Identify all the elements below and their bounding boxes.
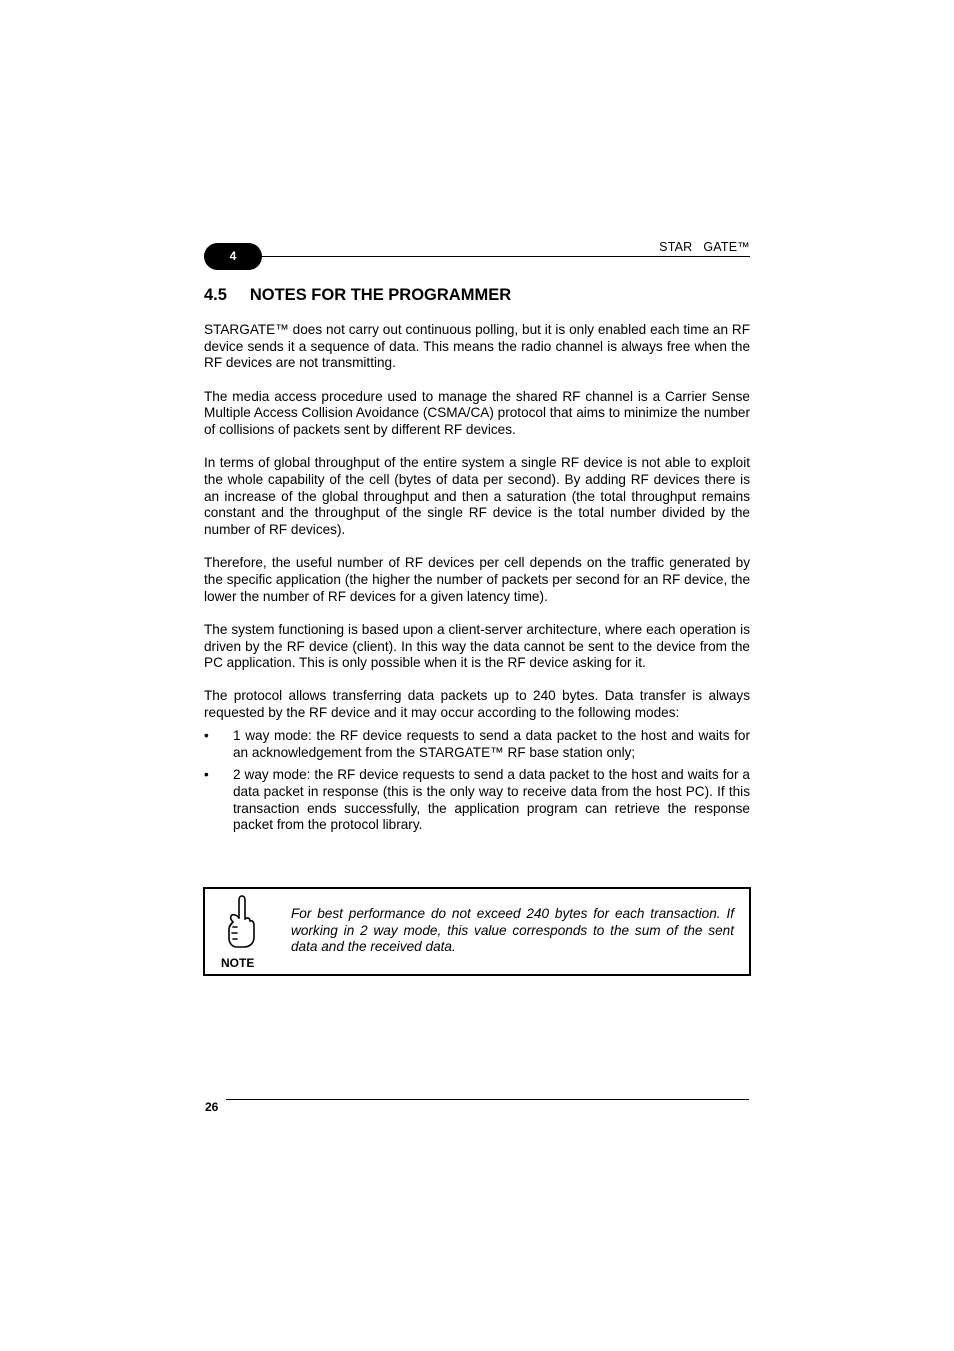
bullet-marker: •	[204, 767, 209, 783]
list-item-text: 2 way mode: the RF device requests to send a data packet to the host and waits for a data packet in response (this is the only way to receive data from the host PC). If this transaction ends successfully, the application program can retrieve the response packet from the protocol library.	[233, 767, 750, 833]
footer-rule	[226, 1099, 749, 1100]
bullet-marker: •	[204, 727, 209, 743]
paragraph: The system functioning is based upon a client-server architecture, where each operation is driven by the RF device (client). In this way the data cannot be sent to the device from the PC application. This is only possible when it is the RF device asking for it.	[204, 621, 750, 671]
page-number: 26	[205, 1100, 219, 1114]
note-box	[203, 887, 751, 976]
paragraph: The protocol allows transferring data packets up to 240 bytes. Data transfer is always requested by the RF device and it may occur according to the following modes:	[204, 688, 750, 721]
paragraph: Therefore, the useful number of RF devices per cell depends on the traffic generated by the specific application (the higher the number of packets per second for an RF device, the lower the number of RF devices for a given latency time).	[204, 555, 750, 604]
note-text: For best performance do not exceed 240 bytes for each transaction. If working in 2 way mode, this value corresponds to the sum of the sent data and the received data.	[291, 906, 734, 955]
body-text	[204, 322, 750, 840]
running-header-brand: STAR GATE™	[659, 240, 750, 254]
list-item-text: 1 way mode: the RF device requests to send a data packet to the host and waits for an acknowledgement from the STARGATE™ RF base station only;	[233, 727, 750, 760]
list-item	[204, 728, 750, 761]
paragraph: In terms of global throughput of the entire system a single RF device is not able to exploit the whole capability of the cell (bytes of data per second). By adding RF devices there is an increase of the global throughput and then a saturation (the total throughput remains constant and the throughput of the single RF device is the total number divided by the number of RF devices).	[204, 455, 750, 538]
paragraph: STARGATE™ does not carry out continuous polling, but it is only enabled each time an RF device sends it a sequence of data. This means the radio channel is always free when the RF devices are not transmitting.	[204, 322, 750, 371]
mode-list	[204, 728, 750, 834]
list-item	[204, 767, 750, 834]
section-heading: 4.5 NOTES FOR THE PROGRAMMER	[204, 286, 512, 304]
chapter-badge: 4	[204, 243, 262, 270]
paragraph: The media access procedure used to manage the shared RF channel is a Carrier Sense Multiple Access Collision Avoidance (CSMA/CA) protocol that aims to minimize the number of collisions of packets sent by different RF devices.	[204, 388, 750, 438]
header-rule	[232, 256, 750, 257]
pointing-hand-icon	[223, 893, 257, 951]
note-label: NOTE	[221, 956, 255, 970]
